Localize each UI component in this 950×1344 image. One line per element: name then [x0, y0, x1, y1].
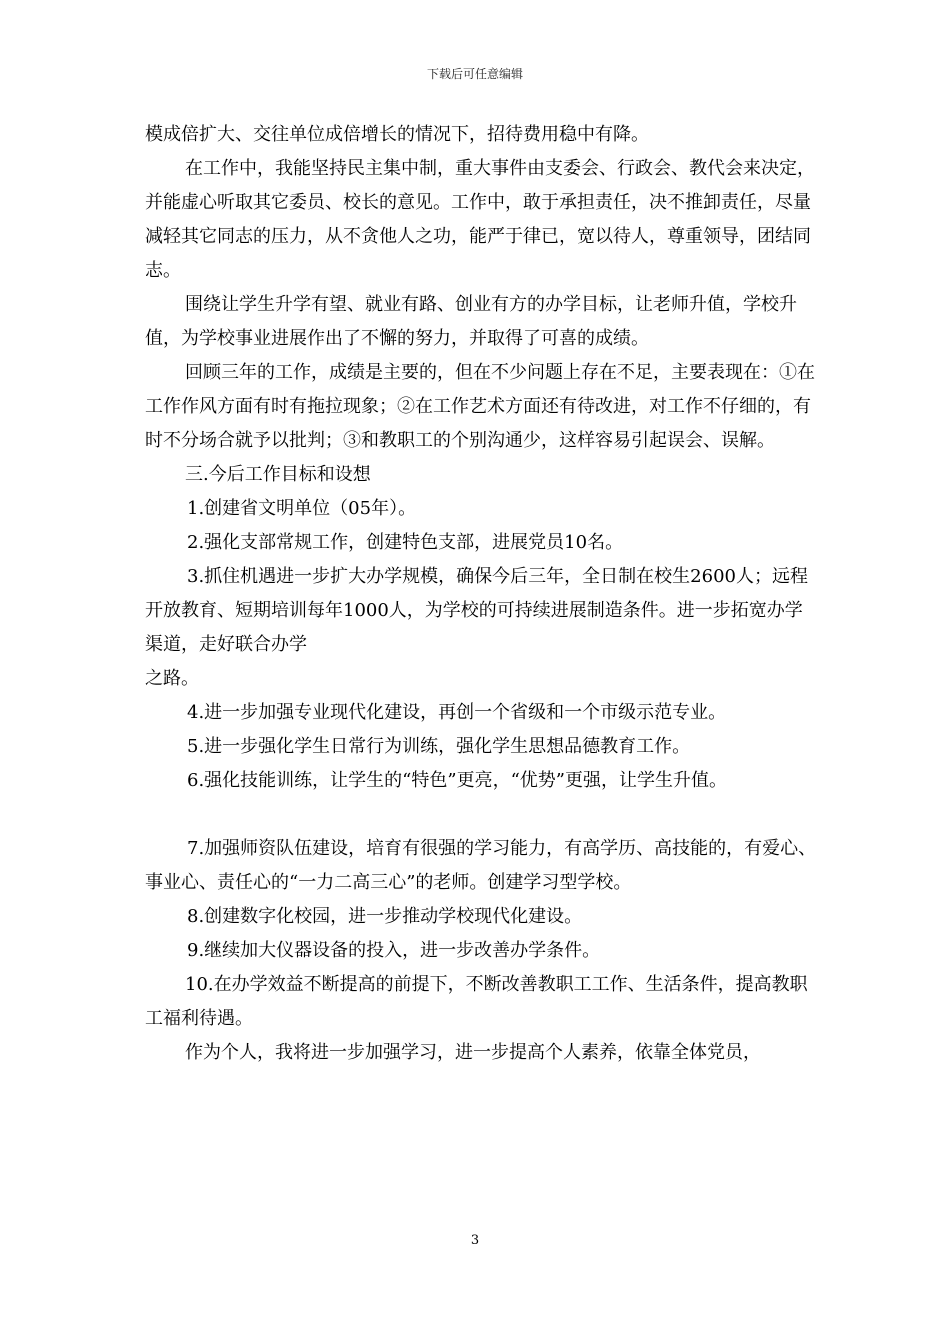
page-header: 下载后可任意编辑 [426, 67, 523, 81]
paragraph-democratic-centralism: 在工作中，我能坚持民主集中制，重大事件由支委会、行政会、教代会来决定，并能虚心听取其它委员、校长的意见。工作中，敢于承担责任，决不推卸责任，尽量减轻其它同志的压力，从不贪他人之功，能严于律已，宽以待人，尊重领导，团结同志。 [145, 158, 815, 281]
list-item-4: 4.进一步加强专业现代化建设，再创一个省级和一个市级示范专业。 [187, 702, 727, 723]
section-heading-future-goals: 三.今后工作目标和设想 [185, 464, 371, 485]
list-item-5: 5.进一步强化学生日常行为训练，强化学生思想品德教育工作。 [187, 736, 691, 757]
page-number: 3 [470, 1233, 480, 1248]
paragraph-personal-commitment: 作为个人，我将进一步加强学习，进一步提高个人素养，依靠全体党员， [185, 1042, 761, 1063]
blank-line [145, 798, 820, 832]
list-item-3: 3.抓住机遇进一步扩大办学规模，确保今后三年，全日制在校生2600人；远程开放教育、短期培训每年1000人，为学校的可持续进展制造条件。进一步拓宽办学渠道，走好联合办学 [145, 566, 808, 655]
list-item-9: 9.继续加大仪器设备的投入，进一步改善办学条件。 [187, 940, 601, 961]
list-item-10: 10.在办学效益不断提高的前提下，不断改善教职工工作、生活条件，提高教职工福利待遇。 [145, 974, 808, 1029]
list-item-2: 2.强化支部常规工作，创建特色支部，进展党员10名。 [187, 532, 624, 553]
list-item-8: 8.创建数字化校园，进一步推动学校现代化建设。 [187, 906, 583, 927]
list-item-6: 6.强化技能训练，让学生的“特色”更亮，“优势”更强，让学生升值。 [187, 770, 727, 791]
list-item-1: 1.创建省文明单位（05年）。 [187, 498, 417, 519]
list-item-7: 7.加强师资队伍建设，培育有很强的学习能力，有高学历、高技能的，有爱心、事业心、责任心的“一力二高三心”的老师。创建学习型学校。 [145, 838, 817, 893]
document-body [145, 118, 820, 1070]
paragraph-continuation: 模成倍扩大、交往单位成倍增长的情况下，招待费用稳中有降。 [145, 124, 649, 145]
list-item-3-continuation: 之路。 [145, 668, 199, 689]
paragraph-school-goals: 围绕让学生升学有望、就业有路、创业有方的办学目标，让老师升值，学校升值，为学校事业进展作出了不懈的努力，并取得了可喜的成绩。 [145, 294, 797, 349]
paragraph-review-shortcomings: 回顾三年的工作，成绩是主要的，但在不少问题上存在不足，主要表现在：①在工作作风方面有时有拖拉现象；②在工作艺术方面还有待改进，对工作不仔细的，有时不分场合就予以批判；③和教职工的个别沟通少，这样容易引起误会、误解。 [145, 362, 815, 451]
